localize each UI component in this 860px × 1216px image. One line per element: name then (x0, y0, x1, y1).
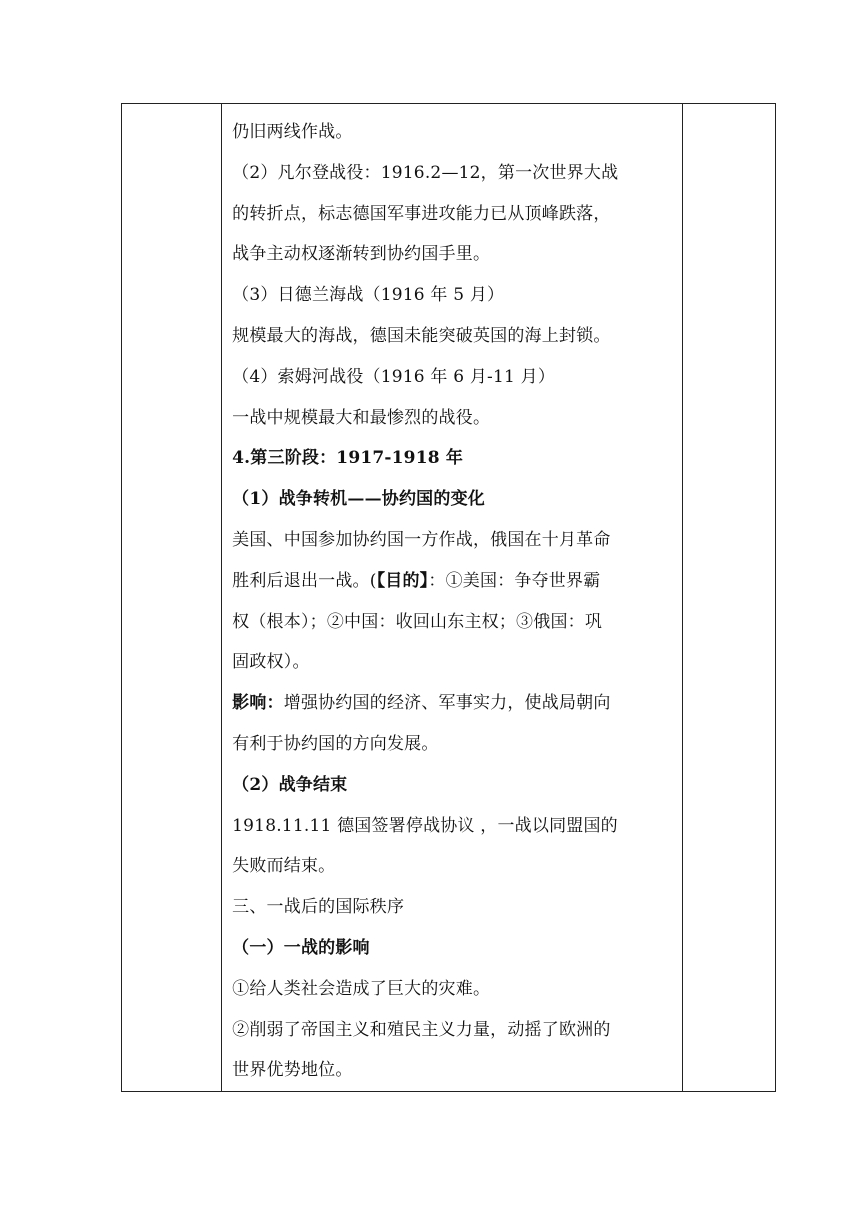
turning-point-heading: （1）战争转机——协约国的变化 (232, 489, 485, 510)
text-line: 失败而结束。 (232, 856, 336, 877)
impact-label: 影响： (232, 693, 284, 714)
text-line: 仍旧两线作战。 (232, 122, 353, 142)
text-fragment: 胜利后退出一战。( (232, 570, 377, 591)
lesson-table (121, 103, 776, 1092)
section-three-heading: 三、一战后的国际秩序 (232, 897, 405, 918)
text-line: 1918.11.11 德国签署停战协议 ，一战以同盟国的 (232, 815, 618, 836)
text-line: ②削弱了帝国主义和殖民主义力量，动摇了欧洲的 (232, 1019, 611, 1040)
text-line (232, 561, 674, 602)
jutland-heading: （3）日德兰海战（1916 年 5 月） (232, 285, 505, 306)
text-line: 权（根本）；②中国：收回山东主权；③俄国：巩 (232, 611, 603, 632)
text-line: 规模最大的海战，德国未能突破英国的海上封锁。 (232, 325, 611, 346)
left-empty-cell (122, 104, 222, 1092)
text-line: 世界优势地位。 (232, 1060, 353, 1081)
text-line (232, 683, 674, 724)
text-fragment: 增强协约国的经济、军事实力，使战局朝向 (283, 693, 611, 714)
text-line: ①给人类社会造成了巨大的灾难。 (232, 978, 491, 999)
impact-heading: （一）一战的影响 (232, 937, 370, 958)
stage-three-heading: 4.第三阶段：1917-1918 年 (232, 448, 464, 469)
verdun-heading: （2）凡尔登战役：1916.2—12，第一次世界大战 (232, 162, 619, 183)
text-fragment: ：①美国：争夺世界霸 (428, 570, 601, 591)
text-line: 一战中规模最大和最惨烈的战役。 (232, 407, 491, 428)
text-line: 战争主动权逐渐转到协约国手里。 (232, 244, 491, 265)
content-cell (222, 104, 683, 1092)
purpose-label: 【目的】 (376, 570, 429, 591)
text-line: 固政权）。 (232, 652, 310, 673)
war-end-heading: （2）战争结束 (232, 774, 348, 795)
table-row (122, 104, 776, 1092)
text-line: 有利于协约国的方向发展。 (232, 733, 439, 754)
right-empty-cell (682, 104, 775, 1092)
somme-heading: （4）索姆河战役（1916 年 6 月-11 月） (232, 366, 556, 387)
text-line: 的转折点，标志德国军事进攻能力已从顶峰跌落， (232, 203, 611, 224)
text-line: 美国、中国参加协约国一方作战，俄国在十月革命 (232, 529, 611, 550)
